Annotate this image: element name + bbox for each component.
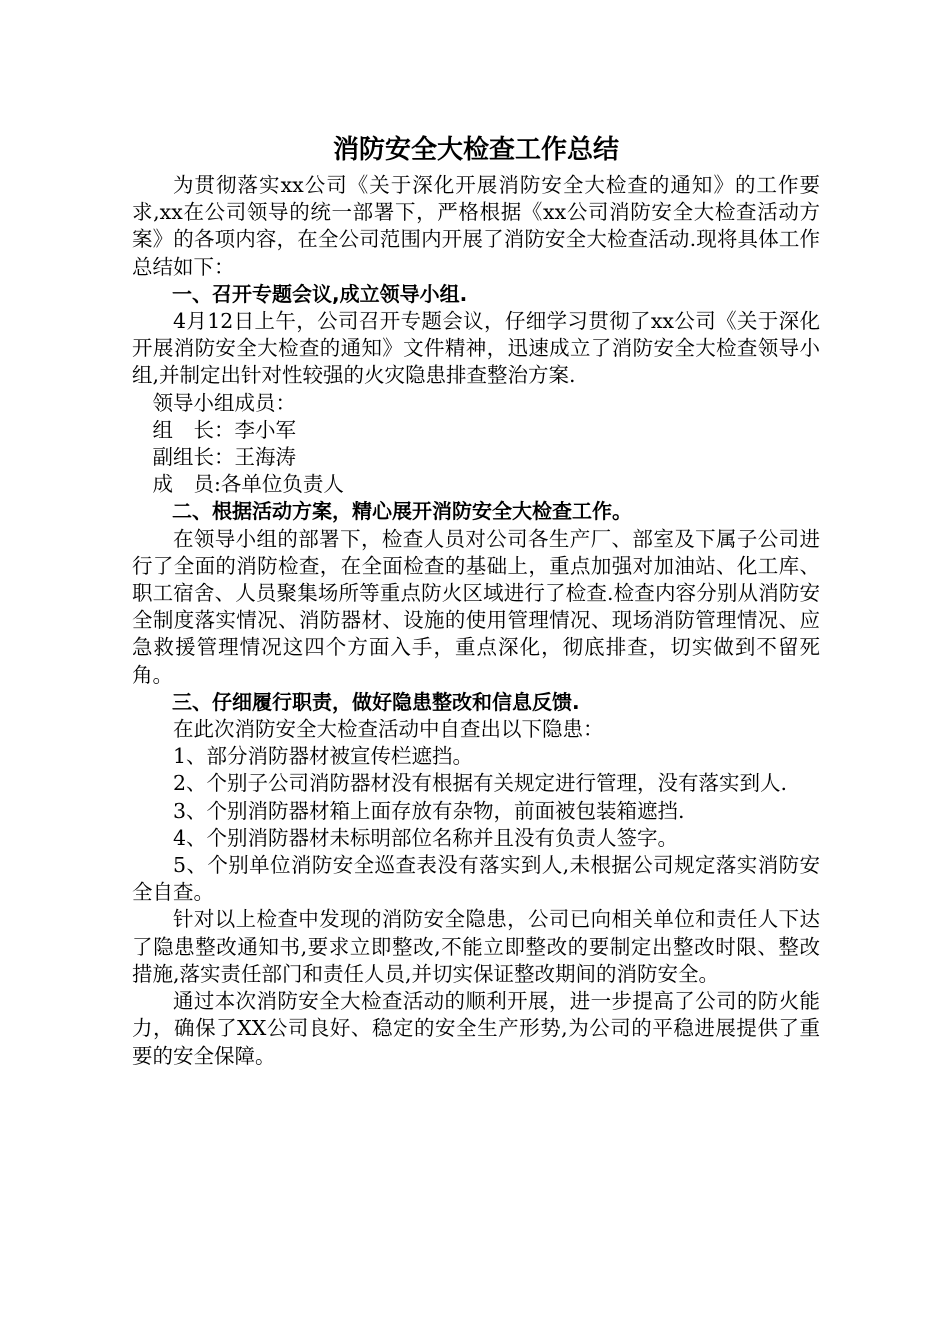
- followup-paragraph: 针对以上检查中发现的消防安全隐患，公司已向相关单位和责任人下达了隐患整改通知书,要求立即整改,不能立即整改的要制定出整改时限、整改措施,落实责任部门和责任人员,并切实保证整改期间的消防安全。: [132, 907, 820, 986]
- leader-line: 组 长：李小军: [152, 417, 296, 442]
- intro-paragraph: 为贯彻落实xx公司《关于深化开展消防安全大检查的通知》的工作要求,xx在公司领导的统一部署下，严格根据《xx公司消防安全大检查活动方案》的各项内容，在全公司范围内开展了消防安全大检查活动.现将具体工作总结如下：: [132, 173, 820, 279]
- hazard-item-2: 2、个别子公司消防器材没有根据有关规定进行管理，没有落实到人.: [173, 771, 788, 796]
- conclusion-paragraph: 通过本次消防安全大检查活动的顺利开展，进一步提高了公司的防火能力，确保了XX公司良好、稳定的安全生产形势,为公司的平稳进展提供了重要的安全保障。: [132, 989, 820, 1068]
- members-label: 领导小组成员：: [152, 390, 296, 415]
- hazard-item-5: 5、个别单位消防安全巡查表没有落实到人,未根据公司规定落实消防安全自查。: [132, 853, 820, 905]
- hazard-item-3: 3、个别消防器材箱上面存放有杂物，前面被包装箱遮挡.: [173, 798, 685, 823]
- section-2-body: 在领导小组的部署下，检查人员对公司各生产厂、部室及下属子公司进行了全面的消防检查，在全面检查的基础上，重点加强对加油站、化工库、职工宿舍、人员聚集场所等重点防火区域进行了检查.检查内容分别从消防安全制度落实情况、消防器材、设施的使用管理情况、现场消防管理情况、应急救援管理情况这四个方面入手，重点深化，彻底排查，切实做到不留死角。: [132, 526, 820, 687]
- members-line: 成 员:各单位负责人: [152, 472, 344, 497]
- section-2-heading: 二、根据活动方案，精心展开消防安全大检查工作。: [172, 499, 632, 524]
- hazard-item-1: 1、部分消防器材被宣传栏遮挡。: [173, 744, 474, 769]
- document-title: 消防安全大检查工作总结: [332, 135, 619, 165]
- document-page: [132, 130, 820, 1070]
- section-3-heading: 三、仔细履行职责，做好隐患整改和信息反馈.: [172, 689, 580, 714]
- deputy-line: 副组长：王海涛: [152, 445, 296, 470]
- section-3-lead: 在此次消防安全大检查活动中自查出以下隐患：: [173, 717, 604, 742]
- section-1-heading: 一、召开专题会议,成立领导小组.: [172, 281, 468, 306]
- hazard-item-4: 4、个别消防器材未标明部位名称并且没有负责人签字。: [173, 825, 679, 850]
- section-1-body: 4月12日上午，公司召开专题会议，仔细学习贯彻了xx公司《关于深化开展消防安全大检查的通知》文件精神，迅速成立了消防安全大检查领导小组,并制定出针对性较强的火灾隐患排查整治方案.: [132, 309, 820, 388]
